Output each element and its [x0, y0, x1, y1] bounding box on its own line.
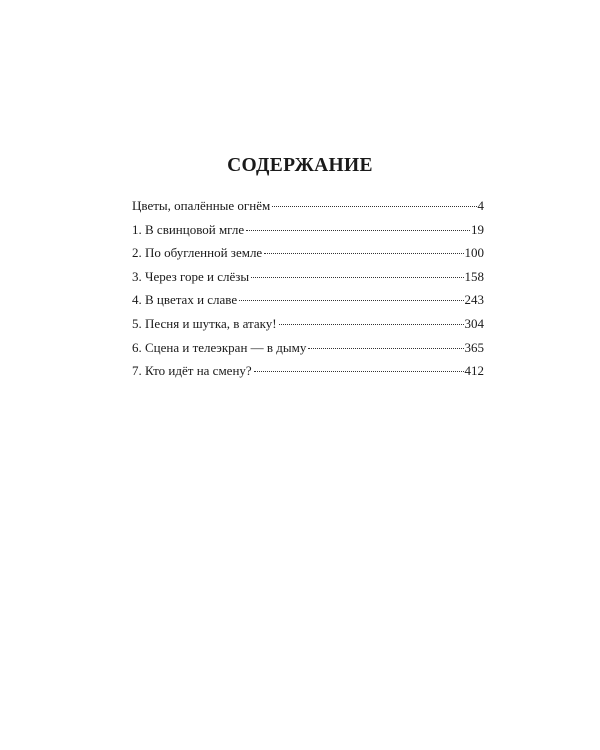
toc-entry-title: 4. В цветах и славе	[132, 292, 238, 308]
table-of-contents	[132, 196, 484, 385]
toc-entry[interactable]	[132, 338, 484, 362]
toc-entry-title: Цветы, опалённые огнём	[132, 198, 271, 213]
toc-entry[interactable]	[132, 243, 484, 267]
toc-dot-leader	[279, 324, 464, 325]
toc-dot-leader	[246, 230, 470, 231]
toc-page-number: 158	[464, 268, 484, 284]
toc-dot-leader	[254, 371, 464, 372]
toc-page-number: 19	[471, 221, 484, 237]
toc-entry-title: 6. Сцена и телеэкран — в дыму	[132, 339, 307, 355]
toc-entry-title: 7. Кто идёт на смену?	[132, 363, 252, 379]
toc-entry[interactable]	[132, 267, 484, 291]
toc-entry[interactable]	[132, 361, 484, 385]
toc-page-number: 243	[464, 292, 484, 308]
toc-dot-leader	[239, 300, 463, 301]
toc-entry[interactable]	[132, 196, 484, 220]
toc-page-number: 304	[464, 315, 484, 331]
toc-dot-leader	[272, 206, 476, 207]
toc-page-number: 4	[477, 198, 484, 213]
toc-page-number: 412	[464, 363, 484, 379]
toc-page-number: 365	[464, 339, 484, 355]
toc-entry-title: 1. В свинцовой мгле	[132, 221, 245, 237]
toc-entry-title: 2. По обугленной земле	[132, 245, 263, 261]
toc-dot-leader	[308, 348, 463, 349]
toc-entry-title: 5. Песня и шутка, в атаку!	[132, 315, 277, 331]
toc-page-number: 100	[464, 245, 484, 261]
toc-dot-leader	[264, 253, 463, 254]
page-title: СОДЕРЖАНИЕ	[227, 155, 373, 176]
toc-entry[interactable]	[132, 290, 484, 314]
toc-entry[interactable]	[132, 314, 484, 338]
toc-dot-leader	[251, 277, 463, 278]
toc-entry[interactable]	[132, 220, 484, 244]
toc-entry-title: 3. Через горе и слёзы	[132, 268, 250, 284]
